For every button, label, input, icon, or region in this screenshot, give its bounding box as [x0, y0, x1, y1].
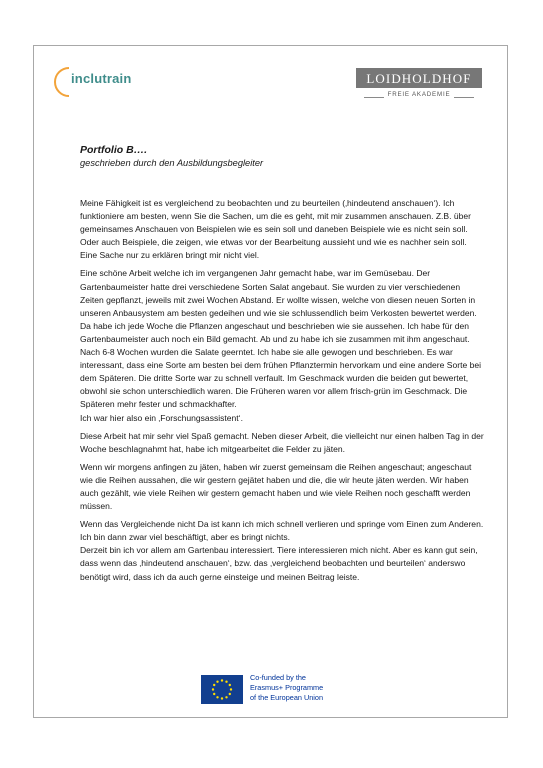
cofunded-line: Erasmus+ Programme — [250, 683, 324, 692]
document-title: Portfolio B…. — [80, 144, 148, 156]
paragraph-text: Nach 6-8 Wochen wurden die Salate geerntet. Ich habe sie alle gewogen und beschrieben. Es war interessant, dass eine Sorte am besten bei dem frühen Pflanztermin hervorkam und eine andere Sorte bei dem Späteren. Die dritte Sorte war zu schnell verfault. Im Geschmack wurden die beiden gut bewertet, obwohl sie schon unterschiedlich waren. Die Früheren waren vor allem frisch-grün im Geschmack. Die Späteren mehr fester und schmackhafter. — [80, 347, 481, 410]
paragraph-text: Diese Arbeit hat mir sehr viel Spaß gemacht. Neben dieser Arbeit, die vielleicht nur einen halben Tag in der Woche beschlagnahmt hat, habe ich mitgearbeitet die Felder zu jäten. — [80, 430, 484, 454]
paragraph-weeding — [80, 461, 485, 513]
inclutrain-logo — [51, 64, 161, 100]
paragraph-text: Ich war hier also ein ‚Forschungsassistent‘. — [80, 412, 243, 423]
paragraph-focus — [80, 518, 485, 583]
paragraph-text: Da habe ich jede Woche die Pflanzen angeschaut und beschrieben wie sie aussehen. Ich habe für den Gartenbaumeister auch noch ein Bild gemacht. Ab und zu habe ich sie zusammen mit ihm angeschaut. — [80, 320, 470, 344]
loidholdhof-name: LOIDHOLDHOF — [356, 68, 482, 88]
paragraph-enjoyment — [80, 430, 485, 456]
paragraph-abilities — [80, 197, 485, 262]
document-body — [80, 197, 485, 589]
eu-flag-icon — [201, 675, 243, 704]
cofunded-line: of the European Union — [250, 693, 324, 702]
loidholdhof-logo — [356, 68, 484, 108]
paragraph-text: Derzeit bin ich vor allem am Gartenbau interessiert. Tiere interessieren mich nicht. Aber es kann gut sein, dass wenn das ‚hindeutend anschauen‘, bzw. das ‚vergleichend beobachten und beurteilen‘ anderswo benötigt wird, dass ich da auch gerne einsteige und meinen Beitrag leiste. — [80, 545, 478, 582]
paragraph-text: Wenn wir morgens anfingen zu jäten, haben wir zuerst gemeinsam die Reihen angeschaut; angeschaut wie die Reihen aussahen, die wir gestern gejätet haben und die, die wir heute jäten werden. Wir haben auch gezählt, wie viele Reihen wir gestern gemacht haben und wie viele Reihen noch geschafft werden müssen. — [80, 461, 472, 512]
cofunded-line: Co-funded by the — [250, 673, 306, 682]
loidholdhof-subtitle: FREIE AKADEMIE — [387, 91, 451, 98]
paragraph-vegetable-work — [80, 267, 485, 424]
paragraph-text: Eine schöne Arbeit welche ich im vergangenen Jahr gemacht habe, war im Gemüsebau. Der Gartenbaumeister hatte drei verschiedene Sorten Salat angebaut. Sie wurden zu vier verschiedenen Zeiten gepflanzt, jeweils mit zwei Wochen Abstand. Er wollte wissen, welche von diesen neuen Sorten in unseren Anbausystem am besten gedeihen und wie sie schlussendlich beim Verkosten bewertet werden. — [80, 268, 477, 318]
inclutrain-logo-text: inclutrain — [71, 71, 132, 86]
logo-divider-left — [364, 97, 384, 98]
erasmus-footer — [197, 670, 357, 710]
paragraph-text: Meine Fähigkeit ist es vergleichend zu beobachten und zu beurteilen (‚hindeutend anschauen‘). Ich funktioniere am besten, wenn Sie die Sachen, um die es geht, mit mir zusammen anschauen. Z.B. über gemeinsames Anschauen von Beispielen wie es sein soll und daneben Beispiele wie es nicht sein soll. Oder auch Beispiele, die zeigen, wie etwas vor der Bearbeitung aussieht und wie es nachher sein soll. Eine Sache nur zu erklären bringt mir nicht viel. — [80, 198, 471, 261]
cofunded-text — [250, 673, 323, 703]
paragraph-text: Wenn das Vergleichende nicht Da ist kann ich mich schnell verlieren und springe vom Einen zum Anderen. Ich bin dann zwar viel beschäftigt, aber es bringt nichts. — [80, 519, 484, 543]
document-subtitle: geschrieben durch den Ausbildungsbegleiter — [80, 158, 264, 168]
logo-divider-right — [454, 97, 474, 98]
